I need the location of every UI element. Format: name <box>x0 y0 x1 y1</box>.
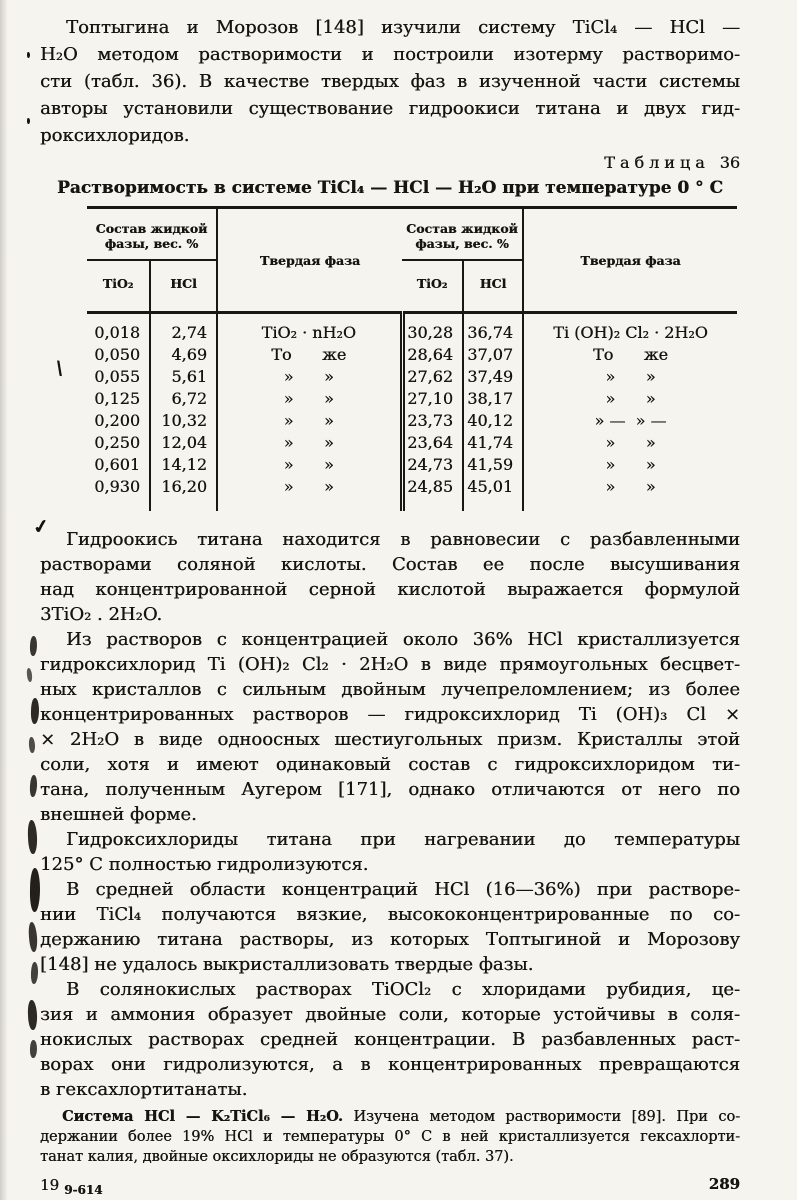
text-line: концентрированных растворов — гидроксихлорид Ti (OH)₃ Cl × <box>40 704 740 725</box>
cell-tio2: 27,62 <box>402 366 463 388</box>
cell-solid-phase: Ti (OH)₂ Cl₂ · 2H₂O <box>553 323 708 342</box>
text-line: [148] не удалось выкристаллизовать твердые фазы. <box>40 954 534 975</box>
text-line: H₂O методом растворимости и построили изотерму растворимо- <box>40 44 740 65</box>
footnote-line: держании более 19% HCl и температуры 0° С в ней кристаллизуется гексахлорти- <box>40 1129 740 1145</box>
cell-hcl: 41,59 <box>463 454 523 476</box>
footnote-line: танат калия, двойные оксихлориды не образуются (табл. 37). <box>40 1149 514 1165</box>
cell-solid-phase: То же <box>217 344 402 366</box>
table-body <box>87 313 737 512</box>
text-line: в гексахлортитанаты. <box>40 1079 248 1100</box>
paragraph-hydroxide <box>40 527 740 627</box>
table-row <box>87 388 737 410</box>
cell-hcl: 37,07 <box>463 344 523 366</box>
text-line: растворами соляной кислоты. Состав ее после высушивания <box>40 554 740 575</box>
header-hcl-right: HCl <box>463 260 523 313</box>
header-tio2-right: TiO₂ <box>402 260 463 313</box>
text-line: Гидроксихлориды титана при нагревании до температуры <box>66 829 740 850</box>
text-line: × 2H₂O в виде одноосных шестиугольных призм. Кристаллы этой <box>40 729 740 750</box>
cell-tio2: 0,200 <box>87 410 150 432</box>
cell-tio2: 0,250 <box>87 432 150 454</box>
text-line: Топтыгина и Морозов [148] изучили систему TiCl₄ — HCl — <box>66 17 740 38</box>
cell-hcl: 16,20 <box>150 476 217 511</box>
table-title: Растворимость в системе TiCl₄ — HCl — H₂O при температуре 0 ° С <box>56 178 724 198</box>
text-line: 125° С полностью гидролизуются. <box>40 854 369 875</box>
text-line: сти (табл. 36). В качестве твердых фаз в изученной части системы <box>40 71 740 92</box>
text-line: ных кристаллов с сильным двойным лучепреломлением; из более <box>40 679 740 700</box>
footnote-paragraph <box>40 1107 740 1167</box>
table-row <box>87 476 737 511</box>
cell-hcl: 36,74 <box>463 313 523 345</box>
cell-hcl: 4,69 <box>150 344 217 366</box>
cell-hcl: 6,72 <box>150 388 217 410</box>
cell-hcl: 45,01 <box>463 476 523 511</box>
table-row <box>87 344 737 366</box>
cell-solid-phase: » » <box>605 433 656 452</box>
footnote-rest: Изучена методом растворимости [89]. При со- <box>342 1109 740 1125</box>
cell-solid-phase: » » <box>217 476 402 511</box>
text-line: авторы установили существование гидроокиси титана и двух гид- <box>40 98 740 119</box>
cell-tio2: 0,930 <box>87 476 150 511</box>
solubility-table <box>87 206 737 511</box>
cell-hcl: 40,12 <box>463 410 523 432</box>
header-liquid-left: Состав жидкой фазы, вес. % <box>87 208 217 261</box>
text-line: держанию титана растворы, из которых Топтыгиной и Морозову <box>40 929 740 950</box>
cell-solid-phase: » » <box>217 366 402 388</box>
header-solid-left: Твердая фаза <box>259 252 361 268</box>
table-row <box>87 454 737 476</box>
text-line: Гидроокись титана находится в равновесии с разбавленными <box>66 529 740 550</box>
cell-solid-phase: » » <box>217 410 402 432</box>
table-header <box>87 208 737 313</box>
cell-solid-phase: » » <box>605 455 656 474</box>
text-line: нии TiCl₄ получаются вязкие, высококонцентрированные по со- <box>40 904 740 925</box>
signature-code: 9-614 <box>64 1183 103 1197</box>
cell-tio2: 23,64 <box>402 432 463 454</box>
cell-hcl: 10,32 <box>150 410 217 432</box>
text-line: над концентрированной серной кислотой выражается формулой <box>40 579 740 600</box>
cell-tio2: 0,601 <box>87 454 150 476</box>
cell-hcl: 38,17 <box>463 388 523 410</box>
cell-hcl: 37,49 <box>463 366 523 388</box>
margin-slash-mark: \ <box>54 357 65 380</box>
cell-tio2: 0,018 <box>87 313 150 345</box>
cell-solid-phase: » » <box>605 367 656 386</box>
paragraph-mid-concentration <box>40 877 740 977</box>
text-line: роксихлоридов. <box>40 125 190 146</box>
table-row <box>87 366 737 388</box>
cell-solid-phase: TiO₂ · nH₂O <box>217 313 402 345</box>
text-line: Из растворов с концентрацией около 36% HCl кристаллизуется <box>66 629 740 650</box>
footnote-line <box>40 1107 740 1127</box>
cell-hcl: 41,74 <box>463 432 523 454</box>
text-line: соли, хотя и имеют одинаковый состав с гидроксихлоридом ти- <box>40 754 740 775</box>
text-line: ворах они гидролизуются, а в концентрированных превращаются <box>40 1054 740 1075</box>
paragraph-double-salts <box>40 977 740 1102</box>
page-number: 289 <box>708 1175 740 1193</box>
text-line: нокислых растворах средней концентрации. В разбавленных раст- <box>40 1029 740 1050</box>
cell-hcl: 12,04 <box>150 432 217 454</box>
text-line: В солянокислых растворах TiOCl₂ с хлоридами рубидия, це- <box>66 979 740 1000</box>
cell-tio2: 0,055 <box>87 366 150 388</box>
cell-tio2: 30,28 <box>402 313 463 345</box>
cell-hcl: 5,61 <box>150 366 217 388</box>
text-line: В средней области концентраций HCl (16—36%) при растворе- <box>66 879 740 900</box>
cell-solid-phase: » » <box>217 454 402 476</box>
table-row <box>87 410 737 432</box>
text-line: тана, полученным Аугером [171], однако отличаются от него по <box>40 779 740 800</box>
cell-solid-phase: » — » — <box>594 411 667 430</box>
table-caption <box>40 153 740 173</box>
text-line: гидроксихлорид Ti (OH)₂ Cl₂ · 2H₂O в виде прямоугольных бесцвет- <box>40 654 740 675</box>
cell-solid-phase: То же <box>592 345 668 364</box>
cell-hcl: 2,74 <box>150 313 217 345</box>
cell-tio2: 24,85 <box>402 476 463 511</box>
cell-solid-phase: » » <box>605 477 656 496</box>
text-line: внешней форме. <box>40 804 197 825</box>
table-row <box>87 313 737 345</box>
text-line: зия и аммония образует двойные соли, которые устойчивы в соля- <box>40 1004 740 1025</box>
cell-tio2: 23,73 <box>402 410 463 432</box>
header-tio2-left: TiO₂ <box>87 260 150 313</box>
page-footer <box>40 1175 740 1197</box>
table-caption-word: Таблица <box>604 153 710 172</box>
text-line: 3TiO₂ . 2H₂O. <box>40 604 163 625</box>
table-row <box>87 432 737 454</box>
cell-tio2: 24,73 <box>402 454 463 476</box>
cell-hcl: 14,12 <box>150 454 217 476</box>
cell-solid-phase: » » <box>217 388 402 410</box>
cell-tio2: 0,125 <box>87 388 150 410</box>
paragraph-hydroxychloride <box>40 627 740 827</box>
signature-number: 19 <box>40 1176 60 1194</box>
header-solid-right: Твердая фаза <box>580 252 681 268</box>
cell-solid-phase: » » <box>605 389 656 408</box>
cell-solid-phase: » » <box>217 432 402 454</box>
cell-tio2: 27,10 <box>402 388 463 410</box>
table-caption-number: 36 <box>719 153 740 172</box>
cell-tio2: 28,64 <box>402 344 463 366</box>
paragraph-hydrolysis <box>40 827 740 877</box>
header-liquid-right: Состав жидкой фазы, вес. % <box>402 208 523 261</box>
cell-tio2: 0,050 <box>87 344 150 366</box>
signature-mark <box>40 1175 103 1197</box>
header-hcl-left: HCl <box>150 260 217 313</box>
margin-check-mark: ✓ <box>31 514 51 540</box>
footnote-lead: Система HCl — K₂TiCl₆ — H₂O. <box>62 1108 343 1125</box>
paragraph-intro <box>40 14 740 149</box>
